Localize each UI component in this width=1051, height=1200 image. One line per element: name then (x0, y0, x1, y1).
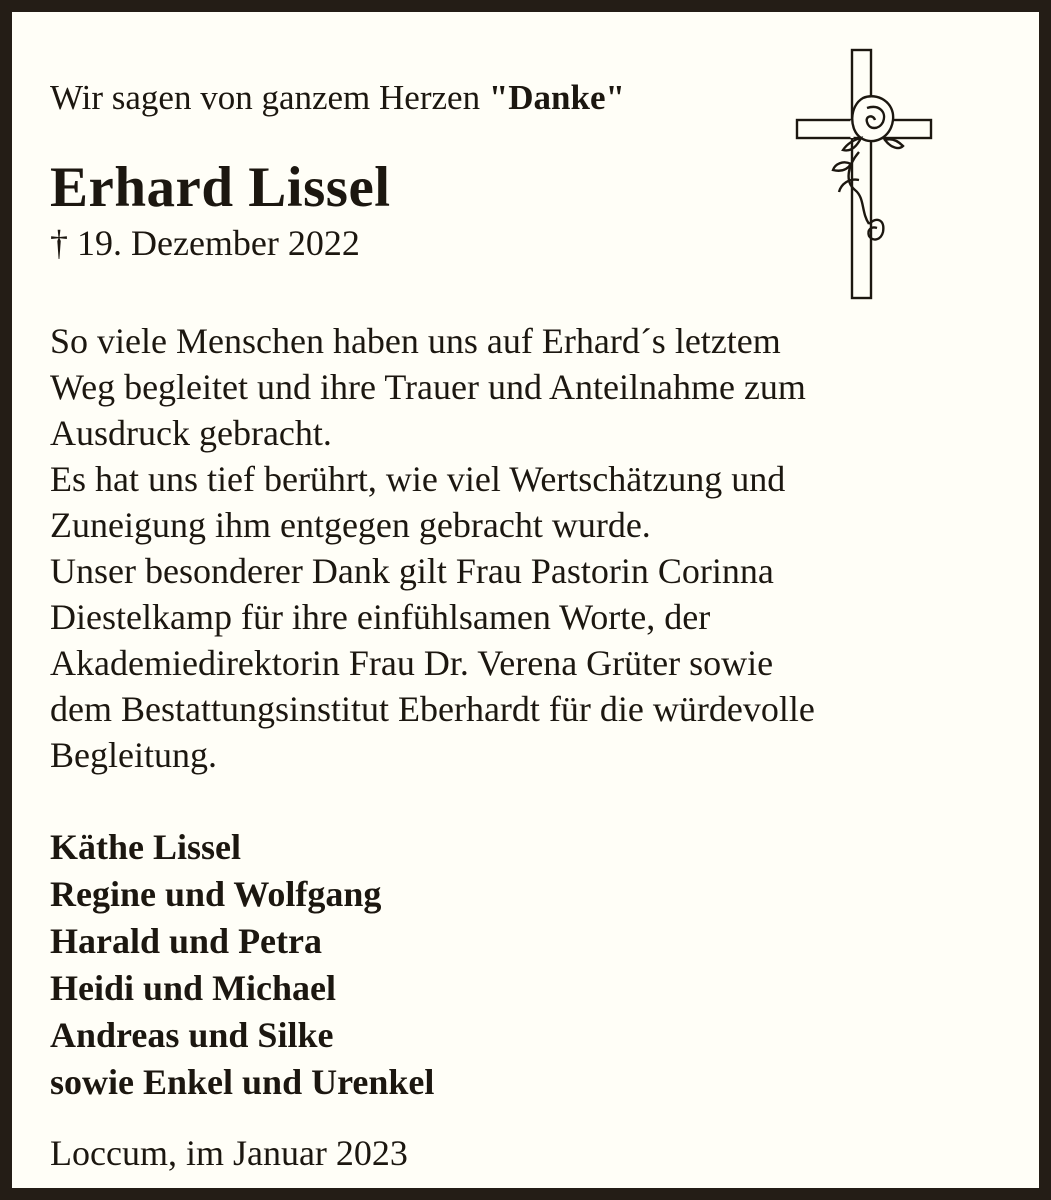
signatory: Harald und Petra (50, 921, 323, 961)
message-line: Es hat uns tief berührt, wie viel Wertschätzung und (50, 459, 786, 499)
message-line: Ausdruck gebracht. (50, 413, 332, 453)
place-date: Loccum, im Januar 2023 (50, 1133, 408, 1173)
cross-with-rose-icon (787, 40, 937, 302)
intro-text: Wir sagen von ganzem Herzen (50, 78, 489, 117)
death-date: 19. Dezember 2022 (77, 223, 360, 263)
signatory: Heidi und Michael (50, 968, 337, 1008)
death-symbol: † (50, 223, 68, 263)
signatory: Andreas und Silke (50, 1015, 334, 1055)
signatories-list (50, 824, 434, 1106)
message-line: Akademiedirektorin Frau Dr. Verena Grüter sowie (50, 643, 774, 683)
message-line: Weg begleitet und ihre Trauer und Anteilnahme zum (50, 367, 806, 407)
message-line: Diestelkamp für ihre einfühlsamen Worte, der (50, 597, 711, 637)
death-date-line (50, 220, 360, 266)
deceased-name: Erhard Lissel (50, 156, 391, 219)
signatory: Käthe Lissel (50, 827, 242, 867)
message-line: So viele Menschen haben uns auf Erhard´s letztem (50, 321, 781, 361)
message-line: Begleitung. (50, 735, 217, 775)
message-line: Zuneigung ihm entgegen gebracht wurde. (50, 505, 651, 545)
message-line: dem Bestattungsinstitut Eberhardt für die würdevolle (50, 689, 815, 729)
signatory: Regine und Wolfgang (50, 874, 382, 914)
signatory: sowie Enkel und Urenkel (50, 1062, 435, 1102)
intro-line (50, 76, 625, 120)
intro-emphasis: "Danke" (488, 78, 625, 117)
message-body (50, 318, 950, 778)
message-line: Unser besonderer Dank gilt Frau Pastorin Corinna (50, 551, 774, 591)
